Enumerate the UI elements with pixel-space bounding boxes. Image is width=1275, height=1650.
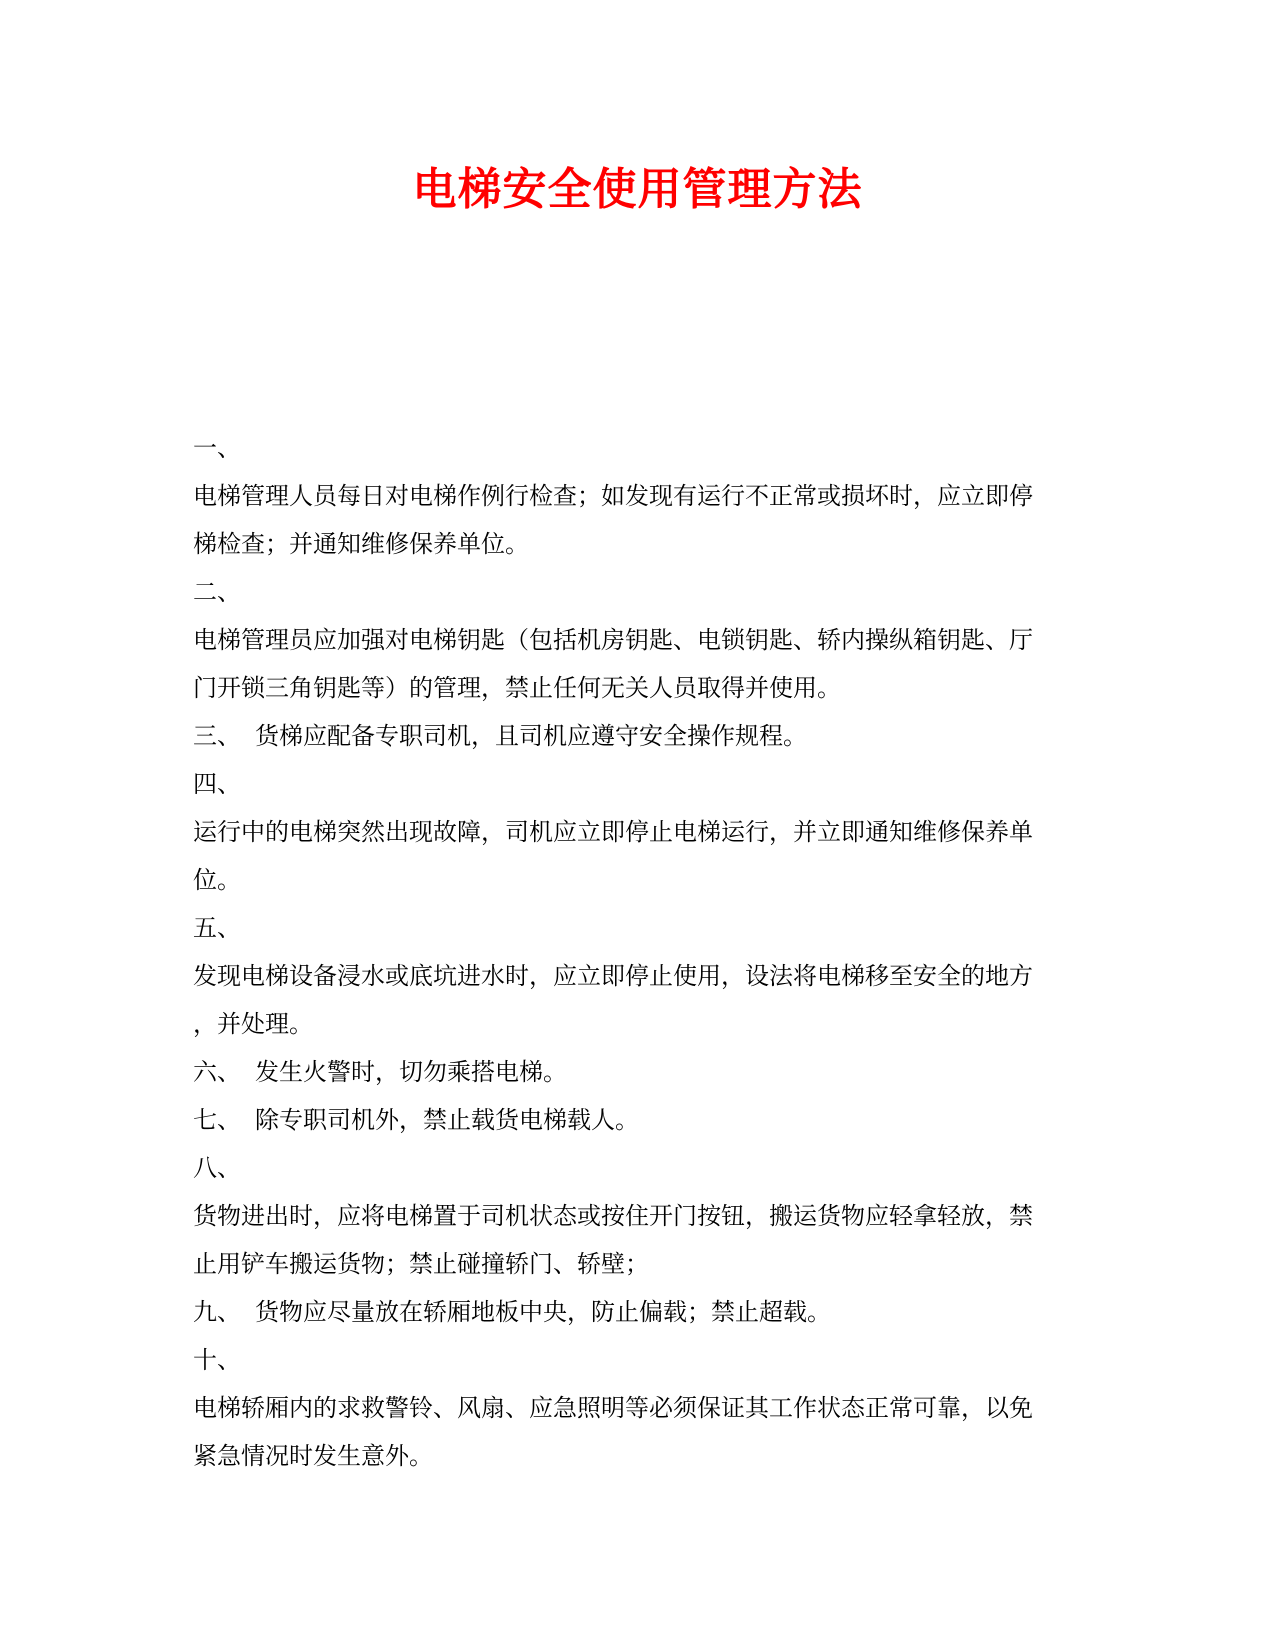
paragraph-line: ，并处理。 xyxy=(193,1010,313,1038)
section-number: 二、 xyxy=(193,578,241,606)
paragraph-line: 运行中的电梯突然出现故障，司机应立即停止电梯运行，并立即通知维修保养单 xyxy=(193,818,1033,846)
paragraph-line: 紧急情况时发生意外。 xyxy=(193,1442,433,1470)
paragraph-line: 发生火警时，切勿乘搭电梯。 xyxy=(255,1058,567,1086)
paragraph-line: 门开锁三角钥匙等）的管理，禁止任何无关人员取得并使用。 xyxy=(193,674,841,702)
paragraph-line: 位。 xyxy=(193,866,241,894)
numbered-item xyxy=(193,712,1078,760)
paragraph-line: 电梯轿厢内的求救警铃、风扇、应急照明等必须保证其工作状态正常可靠，以免 xyxy=(193,1394,1033,1422)
section-number: 五、 xyxy=(193,914,241,942)
paragraph-line: 发现电梯设备浸水或底坑进水时，应立即停止使用，设法将电梯移至安全的地方 xyxy=(193,962,1033,990)
paragraph-line: 止用铲车搬运货物；禁止碰撞轿门、轿壁； xyxy=(193,1250,649,1278)
paragraph-line: 货物应尽量放在轿厢地板中央，防止偏载；禁止超载。 xyxy=(255,1298,831,1326)
section-number: 八、 xyxy=(193,1154,241,1182)
section-number: 七、 xyxy=(193,1106,241,1134)
numbered-item xyxy=(193,1096,1078,1144)
paragraph-line: 电梯管理员应加强对电梯钥匙（包括机房钥匙、电锁钥匙、轿内操纵箱钥匙、厅 xyxy=(193,626,1033,654)
section-number: 六、 xyxy=(193,1058,241,1086)
paragraph-line: 货物进出时，应将电梯置于司机状态或按住开门按钮，搬运货物应轻拿轻放，禁 xyxy=(193,1202,1033,1230)
paragraph-line: 货梯应配备专职司机，且司机应遵守安全操作规程。 xyxy=(255,722,807,750)
page-title: 电梯安全使用管理方法 xyxy=(412,164,863,215)
document-body xyxy=(193,424,1078,1480)
section-number: 三、 xyxy=(193,722,241,750)
numbered-item xyxy=(193,1048,1078,1096)
paragraph-line: 电梯管理人员每日对电梯作例行检查；如发现有运行不正常或损坏时，应立即停 xyxy=(193,482,1033,510)
section-number: 九、 xyxy=(193,1298,241,1326)
paragraph-line: 除专职司机外，禁止载货电梯载人。 xyxy=(255,1106,639,1134)
section-number: 一、 xyxy=(193,434,241,462)
section-number: 十、 xyxy=(193,1346,241,1374)
numbered-item xyxy=(193,1288,1078,1336)
section-number: 四、 xyxy=(193,770,241,798)
paragraph-line: 梯检查；并通知维修保养单位。 xyxy=(193,530,529,558)
